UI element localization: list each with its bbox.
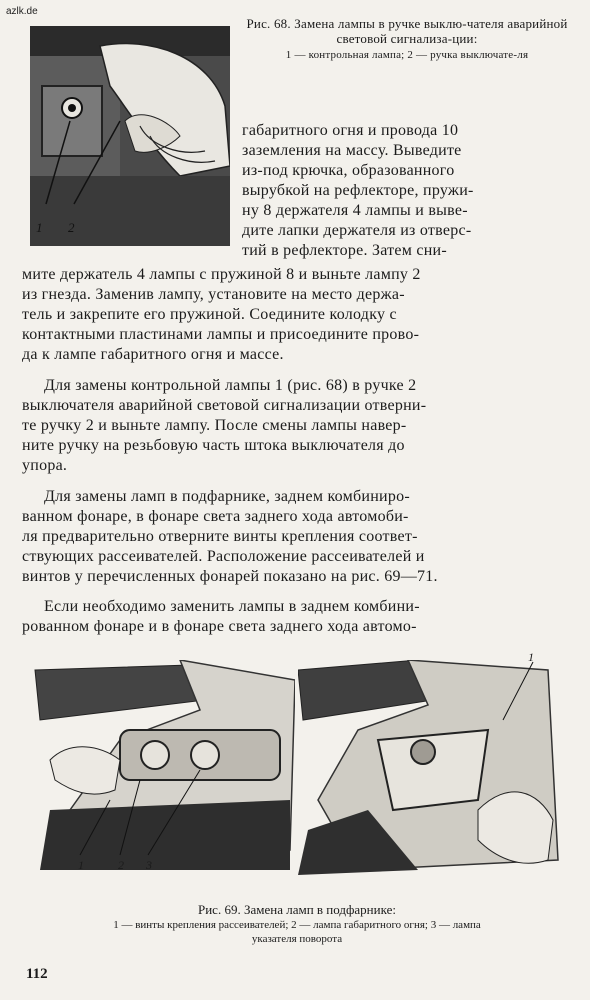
figure-68-illustration bbox=[30, 26, 230, 246]
figure-68-caption bbox=[242, 16, 572, 62]
text-line: ля предварительно отверните винты крепления соответ- bbox=[22, 528, 418, 545]
figure-68-label-1: 1 bbox=[36, 220, 43, 235]
figure-69-label-2: 2 bbox=[118, 858, 124, 872]
text-line: мите держатель 4 лампы с пружиной 8 и выньте лампу 2 bbox=[22, 266, 421, 283]
figure-68-drawing bbox=[30, 26, 230, 246]
paragraph-rear-lamps bbox=[22, 597, 572, 637]
figure-69-caption-legend-2: указателя поворота bbox=[251, 933, 343, 945]
text-line: выключателя аварийной световой сигнализации отверни- bbox=[22, 397, 427, 414]
watermark: azlk.de bbox=[6, 6, 38, 17]
text-line: ствующих рассеивателей. Расположение рассеивателей и bbox=[22, 548, 425, 565]
figure-69-right-illustration bbox=[298, 650, 563, 880]
text-line: да к лампе габаритного огня и массе. bbox=[22, 346, 284, 363]
text-line: рованном фонаре и в фонаре света заднего хода автомо- bbox=[22, 618, 417, 635]
figure-68-caption-legend: 1 — контрольная лампа; 2 — ручка выключате-ля bbox=[285, 49, 529, 61]
text-line: Если необходимо заменить лампы в заднем комбини- bbox=[44, 598, 420, 615]
text-line: упора. bbox=[22, 457, 68, 474]
text-line: Для замены ламп в подфарнике, заднем комбиниро- bbox=[44, 488, 410, 505]
body-text-narrow bbox=[242, 121, 572, 261]
text-line: тель и закрепите его пружиной. Соедините колодку с bbox=[22, 306, 397, 323]
text-line: габаритного огня и провода 10 bbox=[242, 122, 459, 139]
text-line: те ручку 2 и выньте лампу. После смены лампы навер- bbox=[22, 417, 407, 434]
figure-69-left-illustration bbox=[30, 660, 295, 880]
figure-69-caption-legend-1: 1 — винты крепления рассеивателей; 2 — лампа габаритного огня; 3 — лампа bbox=[113, 919, 481, 931]
text-line: ните ручку на резьбовую часть штока выключателя до bbox=[22, 437, 405, 454]
body-text-continued bbox=[22, 265, 572, 365]
paragraph-lamps-replacement bbox=[22, 487, 572, 587]
figure-69-caption bbox=[22, 902, 572, 945]
figure-69-right-drawing bbox=[298, 660, 563, 880]
text-line: из-под крючка, образованного bbox=[242, 162, 455, 179]
text-line: дите лапки держателя из отверс- bbox=[242, 222, 472, 239]
text-line: ванном фонаре, в фонаре света заднего хода автомоби- bbox=[22, 508, 409, 525]
text-line: вырубкой на рефлекторе, пружи- bbox=[242, 182, 474, 199]
text-line: контактными пластинами лампы и присоедините прово- bbox=[22, 326, 420, 343]
text-line: Для замены контрольной лампы 1 (рис. 68) в ручке 2 bbox=[44, 377, 417, 394]
figure-68-label-2: 2 bbox=[68, 220, 75, 235]
text-line: из гнезда. Заменив лампу, установите на место держа- bbox=[22, 286, 405, 303]
figure-69-label-1: 1 bbox=[78, 858, 84, 872]
figure-69-right-label-1: 1 bbox=[528, 650, 534, 664]
text-line: тий в рефлекторе. Затем сни- bbox=[242, 242, 447, 259]
figure-69-label-3: 3 bbox=[146, 858, 152, 872]
figure-68-caption-title: Рис. 68. Замена лампы в ручке выклю-чателя аварийной световой сигнализа-ции: bbox=[246, 16, 568, 46]
figure-69-caption-title: Рис. 69. Замена ламп в подфарнике: bbox=[198, 902, 396, 917]
page-number: 112 bbox=[26, 966, 48, 982]
text-line: винтов у перечисленных фонарей показано на рис. 69—71. bbox=[22, 568, 438, 585]
text-line: ну 8 держателя 4 лампы и выве- bbox=[242, 202, 468, 219]
text-line: заземления на массу. Выведите bbox=[242, 142, 462, 159]
paragraph-control-lamp bbox=[22, 376, 572, 476]
figure-69-left-drawing bbox=[30, 660, 295, 880]
